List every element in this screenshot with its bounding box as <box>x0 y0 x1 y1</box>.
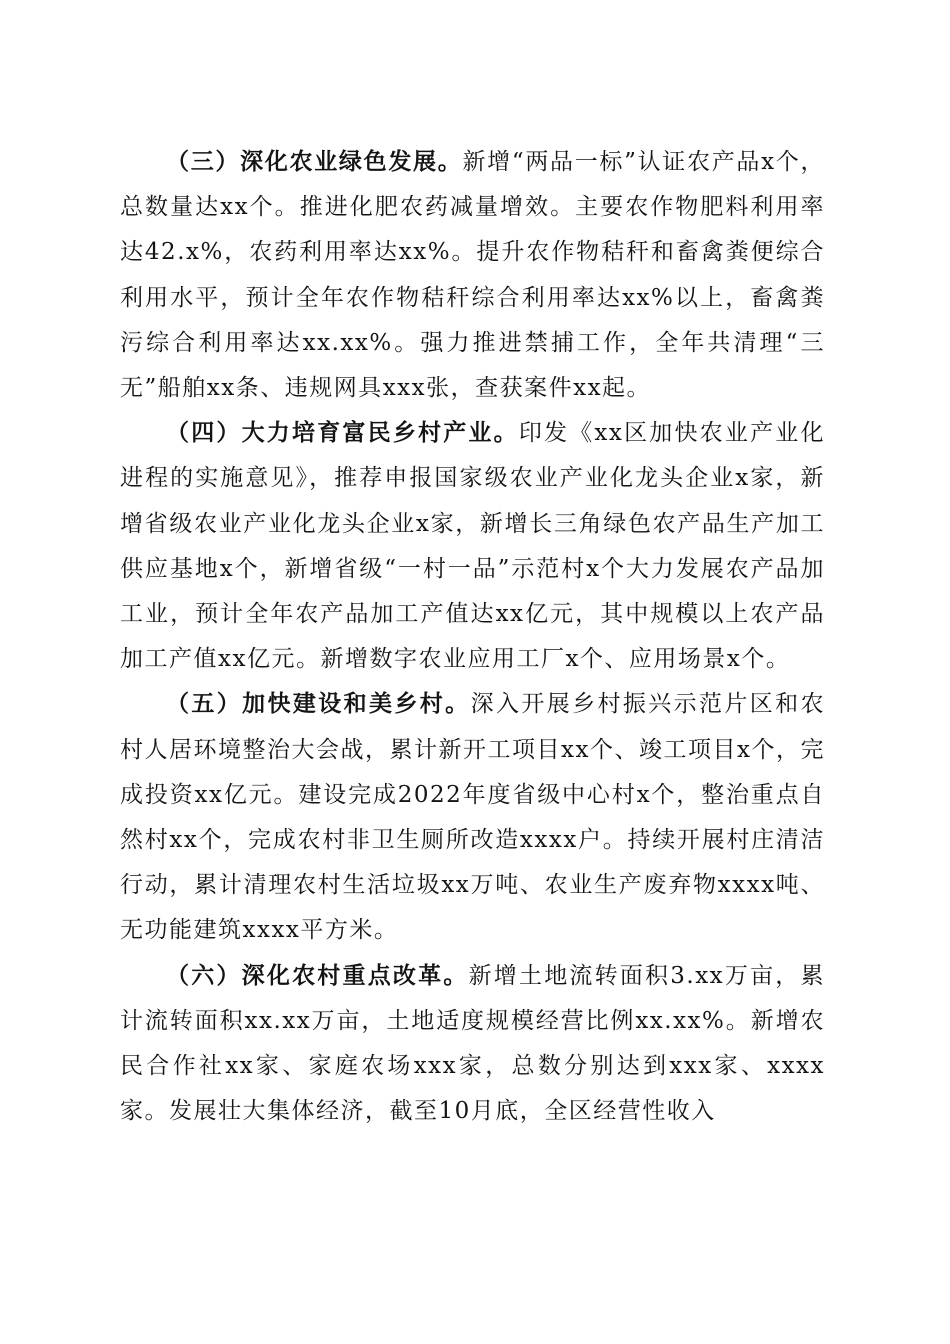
paragraph-body: 新增“两品一标”认证农产品x个，总数量达xx个。推进化肥农药减量增效。主要农作物肥料利用率达42.x%，农药利用率达xx%。提升农作物秸秆和畜禽粪便综合利用水平，预计全年农作物秸秆综合利用率达xx%以上，畜禽粪污综合利用率达xx.xx%。强力推进禁捕工作，全年共清理“三无”船舶xx条、违规网具xxx张，查获案件xx起。 <box>120 149 825 402</box>
paragraph-heading: （六）深化农村重点改革。 <box>166 962 469 989</box>
paragraph-rural-reform <box>120 954 825 1135</box>
paragraph-body: 新增土地流转面积3.xx万亩，累计流转面积xx.xx万亩，土地适度规模经营比例xx.xx%。新增农民合作社xx家、家庭农场xxx家，总数分别达到xxx家、xxxx家。发展壮大集体经济，截至10月底，全区经营性收入 <box>120 962 826 1125</box>
paragraph-body: 深入开展乡村振兴示范片区和农村人居环境整治大会战，累计新开工项目xx个、竣工项目x个，完成投资xx亿元。建设完成2022年度省级中心村x个，整治重点自然村xx个，完成农村非卫生厕所改造xxxx户。持续开展村庄清洁行动，累计清理农村生活垃圾xx万吨、农业生产废弃物xxxx吨、无功能建筑xxxx平方米。 <box>120 691 826 944</box>
paragraph-green-agriculture <box>120 140 825 411</box>
paragraph-heading: （四）大力培育富民乡村产业。 <box>166 420 519 447</box>
paragraph-heading: （五）加快建设和美乡村。 <box>166 691 471 718</box>
document-page <box>120 140 825 1134</box>
paragraph-rural-industry <box>120 411 825 682</box>
paragraph-body: 印发《xx区加快农业产业化进程的实施意见》，推荐申报国家级农业产业化龙头企业x家，新增省级农业产业化龙头企业x家，新增长三角绿色农产品生产加工供应基地x个，新增省级“一村一品”示范村x个大力发展农产品加工业，预计全年农产品加工产值达xx亿元，其中规模以上农产品加工产值xx亿元。新增数字农业应用工厂x个、应用场景x个。 <box>120 420 825 673</box>
paragraph-beautiful-village <box>120 682 825 953</box>
paragraph-heading: （三）深化农业绿色发展。 <box>166 149 463 175</box>
